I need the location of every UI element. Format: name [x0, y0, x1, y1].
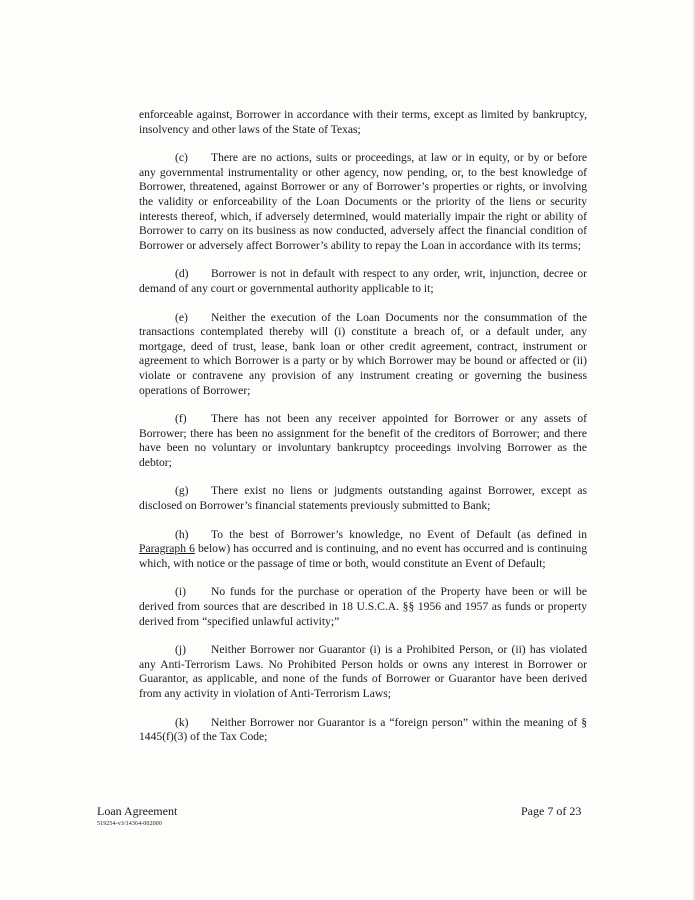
paragraph-label: (d) — [175, 267, 189, 281]
paragraph-text: Neither Borrower nor Guarantor is a “foreign person” within the meaning of § 1445(f)(3) of the Tax Code; — [139, 715, 587, 744]
paragraph-label: (f) — [175, 412, 187, 426]
paragraph-d — [139, 267, 587, 296]
footer-document-id: 519254-v3/14364-002000 — [97, 821, 162, 827]
paragraph-label: (e) — [175, 310, 188, 324]
paragraph-text-after: below) has occurred and is continuing, and no event has occurred and is continuing which, with notice or the passage of time or both, would constitute an Event of Default; — [139, 542, 587, 570]
paragraph-label: (c) — [175, 151, 188, 165]
paragraph-c — [139, 151, 587, 253]
paragraph-text: No funds for the purchase or operation of the Property have been or will be derived from sources that are described in 18 U.S.C.A. §§ 1956 and 1957 as funds or property derived from “specified unlawful activity;” — [139, 585, 587, 628]
paragraph-text: enforceable against, Borrower in accordance with their terms, except as limited by bankruptcy, insolvency and other laws of the State of Texas; — [139, 108, 587, 136]
footer-page-number: Page 7 of 23 — [521, 804, 582, 818]
paragraph-text: There exist no liens or judgments outstanding against Borrower, except as disclosed on Borrower’s financial statements previously submitted to Bank; — [139, 484, 587, 513]
document-body — [139, 108, 587, 759]
paragraph-text: There has not been any receiver appointed for Borrower or any assets of Borrower; there has been no assignment for the benefit of the creditors of Borrower; and there have been no voluntary or involuntary bankruptcy proceedings involving Borrower as the debtor; — [139, 412, 587, 469]
paragraph-continuation — [139, 108, 587, 137]
paragraph-label: (j) — [175, 643, 186, 657]
paragraph-label: (h) — [175, 527, 189, 541]
paragraph-label: (g) — [175, 484, 189, 498]
paragraph-e — [139, 311, 587, 399]
paragraph-text: Neither Borrower nor Guarantor (i) is a Prohibited Person, or (ii) has violated any Anti-Terrorism Laws. No Prohibited Person holds or owns any interest in Borrower or Guarantor, as applicable, and none of the funds of Borrower or Guarantor have been derived from any activity in violation of Anti-Terrorism Laws; — [139, 643, 587, 700]
paragraph-label: (i) — [175, 585, 186, 599]
paragraph-g — [139, 484, 587, 513]
footer-title: Loan Agreement — [97, 804, 178, 818]
paragraph-text: There are no actions, suits or proceedings, at law or in equity, or by or before any governmental instrumentality or other agency, now pending, or, to the best knowledge of Borrower, threatened, against Borrower or any of Borrower’s properties or rights, or involving the validity or enforceability of the Loan Documents or the priority of the liens or security interests thereof, which, if adversely determined, would materially impair the right or ability of Borrower to carry on its business as now conducted, adversely affect the financial condition of Borrower or adversely affect Borrower’s ability to repay the Loan in accordance with its terms; — [139, 151, 587, 252]
paragraph-reference-link: Paragraph 6 — [139, 542, 195, 556]
paragraph-text: Borrower is not in default with respect to any order, writ, injunction, decree or demand of any court or governmental authority applicable to it; — [139, 267, 587, 295]
paragraph-f — [139, 412, 587, 470]
paragraph-text-before: To the best of Borrower’s knowledge, no Event of Default (as defined in — [211, 527, 587, 541]
paragraph-k — [139, 716, 587, 745]
paragraph-label: (k) — [175, 715, 189, 729]
paragraph-j — [139, 643, 587, 701]
paragraph-i — [139, 585, 587, 629]
paragraph-h — [139, 528, 587, 572]
paragraph-text: Neither the execution of the Loan Documents nor the consummation of the transactions contemplated thereby will (i) constitute a breach of, or a default under, any mortgage, deed of trust, lease, bank loan or other credit agreement, contract, instrument or agreement to which Borrower is a party or by which Borrower may be bound or affected or (ii) violate or contravene any provision of any instrument creating or governing the business operations of Borrower; — [139, 310, 587, 397]
